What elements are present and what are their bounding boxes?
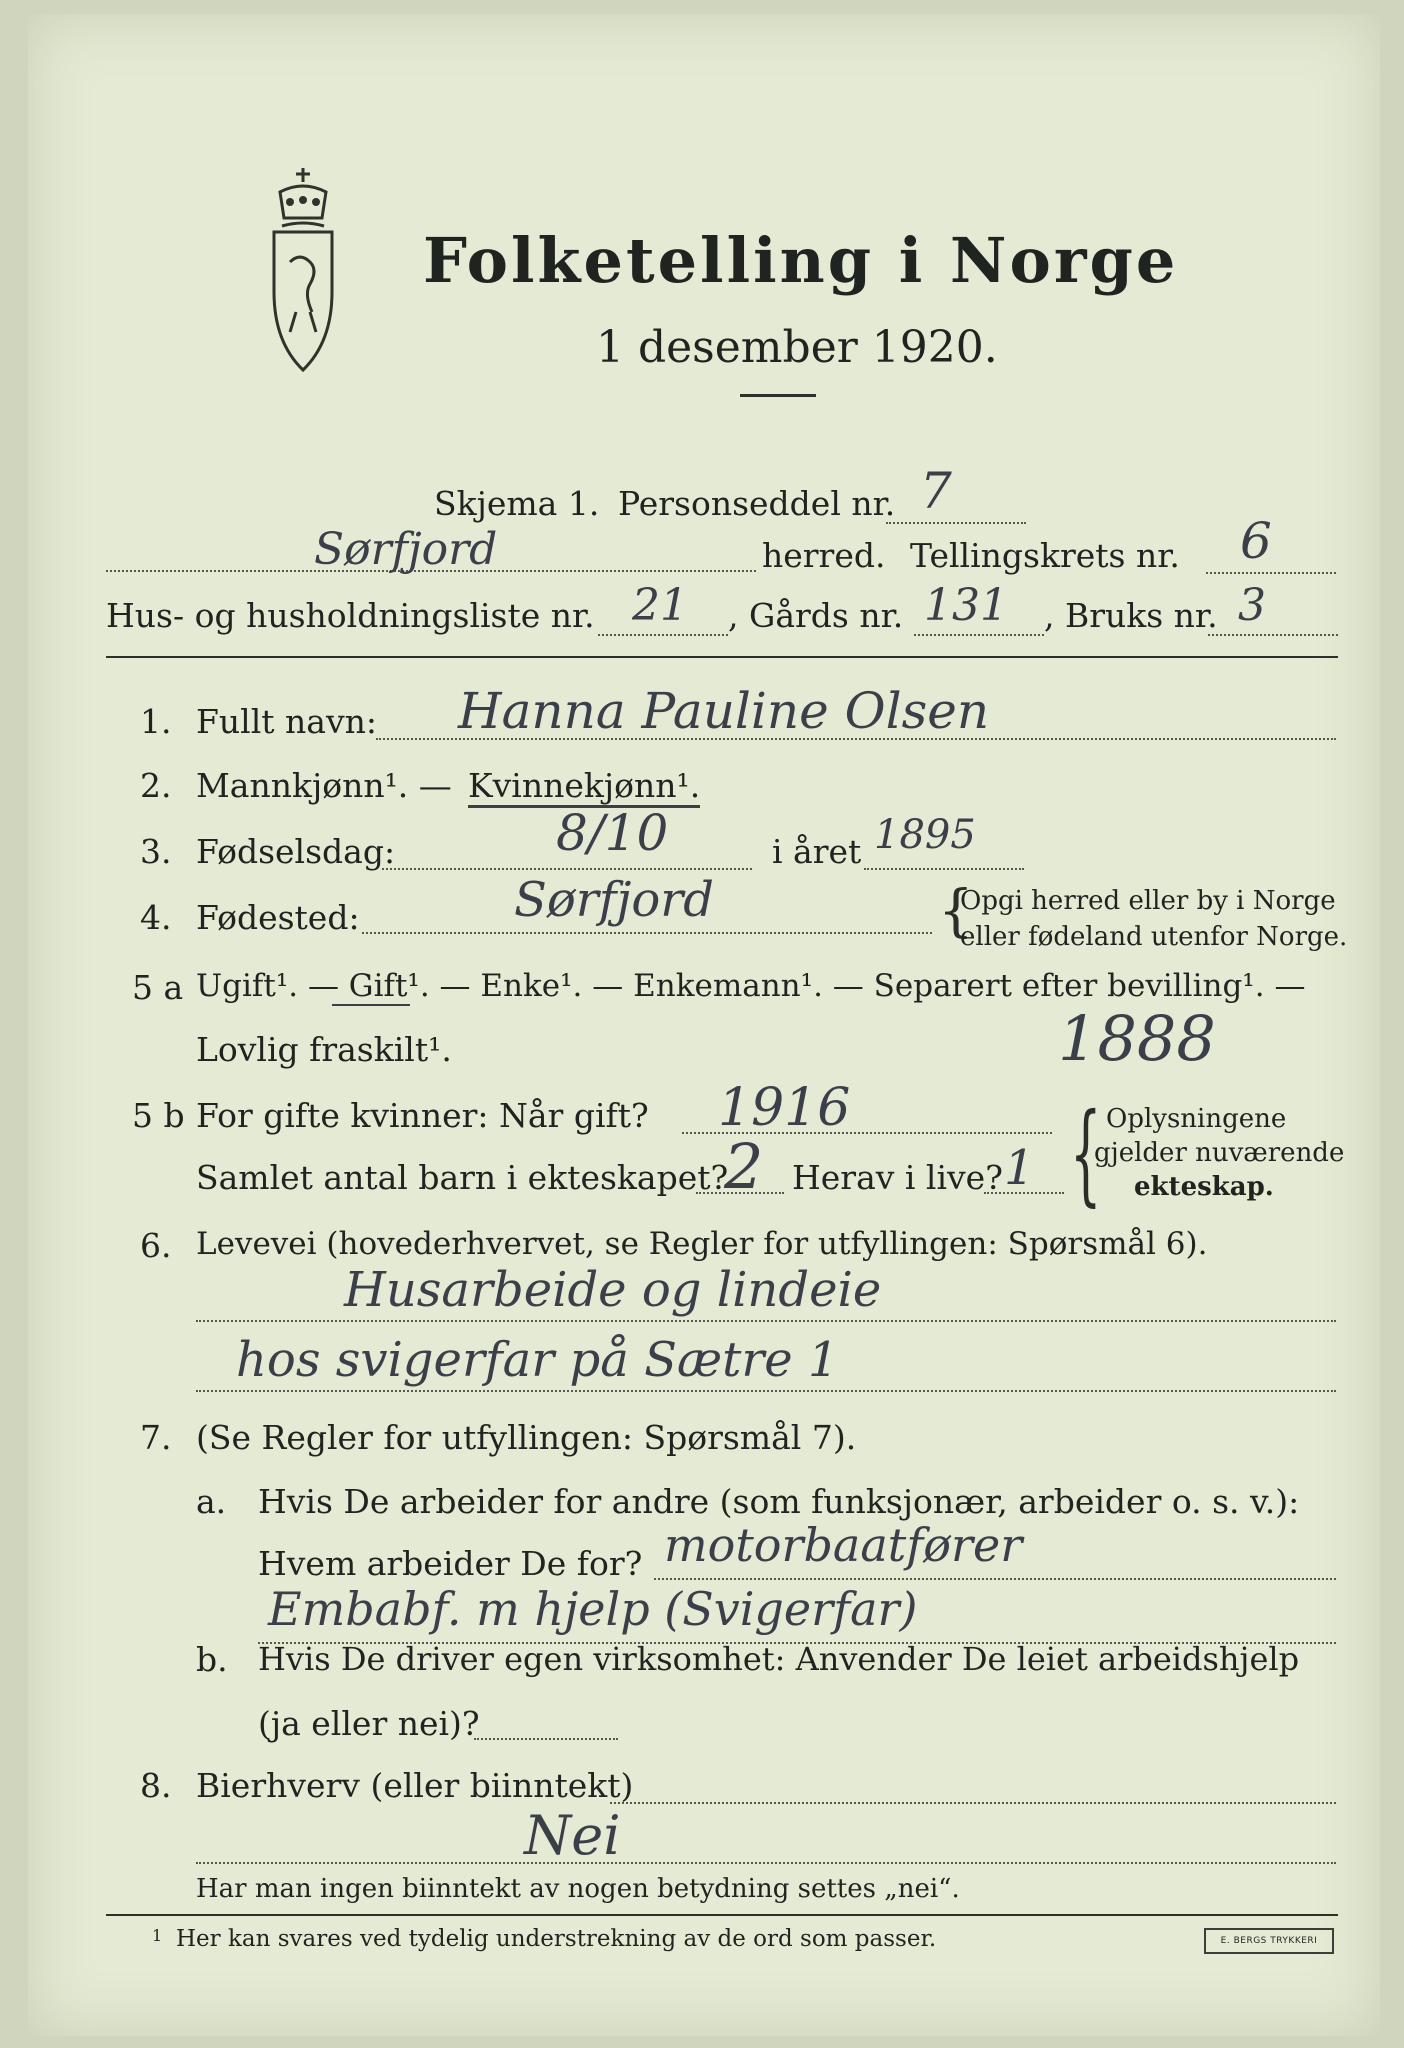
q3-label: Fødselsdag: [196, 832, 396, 871]
footnote-text: Her kan svares ved tydelig understrekning av de ord som passer. [176, 1926, 937, 1952]
coat-of-arms-icon [260, 162, 346, 378]
q5b-brace: { [1070, 1089, 1102, 1217]
q7a-number: a. [196, 1482, 227, 1521]
hus-value: 21 [632, 580, 688, 631]
printer-stamp [1204, 1928, 1334, 1954]
q6-number: 6. [140, 1226, 172, 1265]
q5b-note-3: ekteskap. [1134, 1172, 1274, 1202]
q7a-line-1 [654, 1578, 1336, 1580]
q6-line-1 [196, 1320, 1336, 1322]
q3-year-value: 1895 [874, 812, 976, 858]
q4-note-1: Opgi herred eller by i Norge [960, 886, 1336, 916]
q8-line-2 [196, 1862, 1336, 1864]
q7-number: 7. [140, 1418, 172, 1457]
form-title: Folketelling i Norge [423, 224, 1179, 297]
q5b-alive-label: Herav i live? [792, 1158, 1003, 1197]
hus-label: Hus- og husholdningsliste nr. [106, 596, 595, 635]
q7a-label-1: Hvis De arbeider for andre (som funksjonær, arbeider o. s. v.): [258, 1482, 1300, 1521]
skjema-label: Skjema 1. [434, 484, 600, 523]
q7-label: (Se Regler for utfyllingen: Spørsmål 7). [196, 1418, 857, 1457]
personseddel-line [886, 522, 1026, 524]
bruks-label: , Bruks nr. [1044, 596, 1218, 635]
q5a-line-2: Lovlig fraskilt¹. [196, 1030, 452, 1069]
form-date: 1 desember 1920. [596, 322, 998, 373]
q7b-number: b. [196, 1640, 228, 1679]
q5b-note-1: Oplysningene [1106, 1104, 1287, 1134]
q5b-children-label: Samlet antal barn i ekteskapet? [196, 1158, 729, 1197]
q4-value: Sørfjord [514, 872, 714, 928]
tellingskrets-label: Tellingskrets nr. [910, 536, 1180, 575]
q7b-line [474, 1738, 618, 1740]
footer-note: Har man ingen biinntekt av nogen betydning settes „nei“. [196, 1874, 960, 1904]
q5b-children-value: 2 [724, 1130, 764, 1203]
q6-line-2 [196, 1390, 1336, 1392]
personseddel-value: 7 [920, 462, 952, 520]
q6-value-2: hos svigerfar på Sætre 1 [236, 1332, 839, 1388]
q5b-label: For gifte kvinner: Når gift? [196, 1096, 649, 1135]
tellingskrets-value: 6 [1240, 512, 1272, 570]
title-divider [740, 394, 816, 397]
q7a-value-1: motorbaatfører [664, 1518, 1023, 1572]
q2-male-label: Mannkjønn¹. — [196, 766, 452, 805]
q6-value-1: Husarbeide og lindeie [344, 1262, 882, 1318]
q5b-number: 5 b [132, 1096, 185, 1135]
gards-line [914, 634, 1044, 636]
q5b-note-2: gjelder nuværende [1094, 1138, 1345, 1168]
footer-divider [106, 1914, 1338, 1916]
q4-brace: { [938, 879, 974, 944]
q8-line-1 [610, 1802, 1336, 1804]
q3-value: 8/10 [556, 804, 669, 862]
q4-line [362, 932, 932, 934]
header-divider [106, 656, 1338, 658]
q7b-label-2: (ja eller nei)? [258, 1704, 480, 1743]
q7b-label-1: Hvis De driver egen virksomhet: Anvender De leiet arbeidshjelp [258, 1640, 1300, 1678]
tellingskrets-line [1206, 572, 1336, 574]
q2-female-label: Kvinnekjønn¹. [468, 766, 700, 808]
printer-stamp-text: E. BERGS TRYKKERI [1220, 1936, 1318, 1946]
q5b-value: 1916 [718, 1078, 851, 1138]
q7a-label-2: Hvem arbeider De for? [258, 1544, 643, 1583]
gards-value: 131 [924, 580, 1008, 631]
q2-number: 2. [140, 766, 172, 805]
hus-line [598, 634, 728, 636]
q4-number: 4. [140, 898, 172, 937]
q3-year-label: i året [772, 832, 862, 871]
gards-label: , Gårds nr. [728, 596, 904, 635]
q6-label: Levevei (hovederhvervet, se Regler for utfyllingen: Spørsmål 6). [196, 1226, 1208, 1262]
personseddel-label: Personseddel nr. [618, 484, 896, 523]
q1-number: 1. [140, 702, 172, 741]
q4-note-2: eller fødeland utenfor Norge. [960, 922, 1348, 952]
bruks-value: 3 [1238, 580, 1266, 631]
q5a-gift-underline [332, 1004, 410, 1006]
footnote-mark: 1 [152, 1926, 163, 1945]
q1-label: Fullt navn: [196, 702, 377, 741]
q5b-alive-value: 1 [1004, 1140, 1035, 1196]
herred-label: herred. [762, 536, 886, 575]
census-form-page [28, 14, 1380, 2036]
q4-label: Fødested: [196, 898, 360, 937]
q1-value: Hanna Pauline Olsen [458, 682, 990, 740]
q5a-number: 5 a [132, 968, 184, 1007]
q8-value: Nei [524, 1804, 621, 1867]
q3-year-line [864, 868, 1024, 870]
q3-line [382, 868, 752, 870]
q8-number: 8. [140, 1766, 172, 1805]
herred-value: Sørfjord [314, 524, 498, 575]
q5a-line-1: Ugift¹. — Gift¹. — Enke¹. — Enkemann¹. — Separert efter bevilling¹. — [196, 968, 1306, 1004]
bruks-line [1208, 634, 1338, 636]
q7a-value-2: Embabf. m hjelp (Svigerfar) [268, 1582, 918, 1636]
q3-number: 3. [140, 832, 172, 871]
q8-label: Bierhverv (eller biinntekt) [196, 1766, 634, 1805]
q5a-value: 1888 [1058, 1002, 1216, 1075]
